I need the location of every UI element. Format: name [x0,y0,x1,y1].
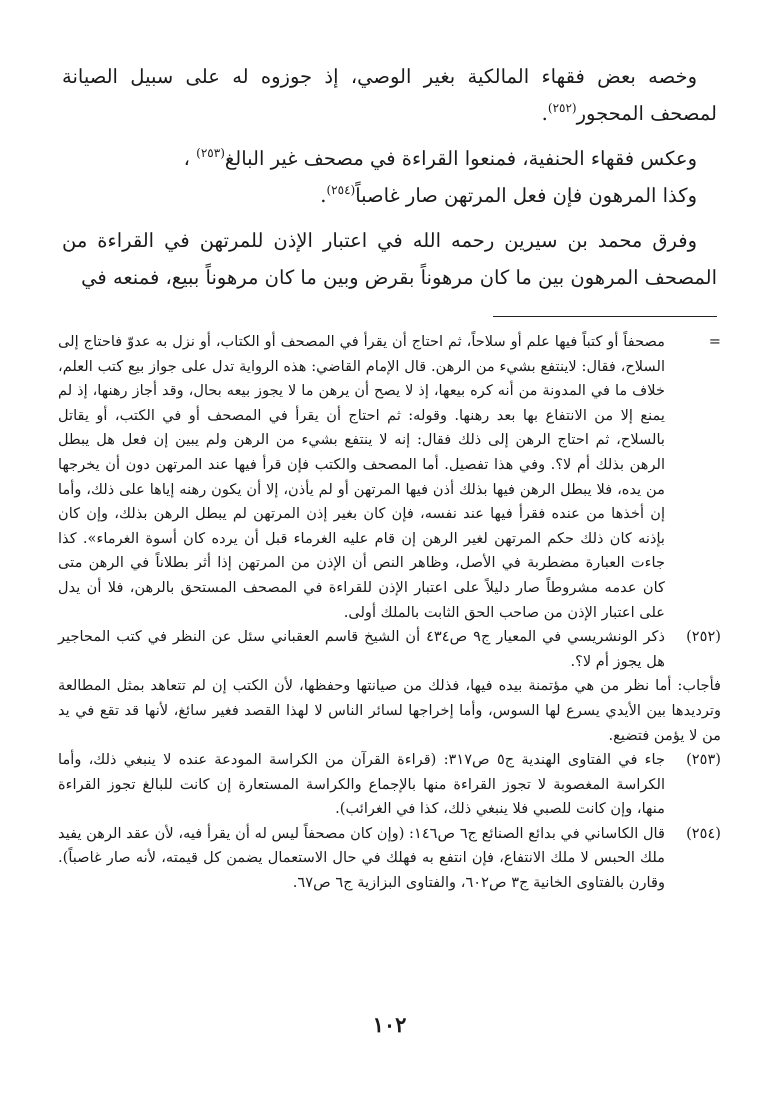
footnote-ref-252[interactable]: (٢٥٢) [547,101,577,115]
footnote-marker: (٢٥٢) [686,628,721,646]
footnote-ref-254[interactable]: (٢٥٤) [326,183,356,197]
footnote-252 [58,625,721,674]
footnote-text: ذكر الونشريسي في المعيار ج٩ ص٤٣٤ أن الشيخ قاسم العقباني سئل عن النظر في كتب المحاجير هل يجوز أم لا؟. [58,628,665,670]
footnote-text: فأجاب: أما نظر من هي مؤتمنة بيده فيها، فذلك من صيانتها وحفظها، لأن الكتب إن لم تتعاهد بمثل المطالعة وترديدها بين الأيدي يسرع لها السوس، وأما إخراجها لسائر الناس لا لهذا القصد فغير سائغ، لأنها قد تقع في يد من لا يؤمن فتضيع. [58,677,721,744]
paragraph-1-end: . [541,102,548,125]
footnote-marker: (٢٥٣) [686,751,721,769]
footnote-ref-253[interactable]: (٢٥٣) [196,146,225,160]
paragraph-3-text: وكذا المرهون فإن فعل المرتهن صار غاصباً [355,184,697,207]
footnotes [58,330,721,896]
paragraph-2 [62,140,717,177]
footnote-continued [58,330,721,625]
footnote-text: قال الكاساني في بدائع الصنائع ج٦ ص١٤٦: (وإن كان مصحفاً ليس له أن يقرأ فيه، لأن عقد الرهن يفيد ملك الحبس لا ملك الانتفاع، فإن انتفع به فهلك في حال الاستعمال يضمن كل قيمته، لأنه صار غاصباً). وقارن بالفتاوى الخانية ج٣ ص٦٠٢، والفتاوى البزازية ج٦ ص٦٧. [58,824,665,892]
footnote-254 [58,822,721,896]
paragraph-1-text: وخصه بعض فقهاء المالكية بغير الوصي، إذ جوزوه له على سبيل الصيانة لمصحف المحجور [62,65,717,125]
paragraph-3 [62,177,717,214]
footnote-253 [58,748,721,822]
paragraph-4: وفرق محمد بن سيرين رحمه الله في اعتبار الإذن للمرتهن في القراءة من المصحف المرهون بين ما كان مرهوناً بقرض وبين ما كان مرهوناً ببيع، فمنعه في [62,229,717,289]
paragraph-3-end: . [320,184,327,207]
footnote-separator [493,316,717,317]
paragraph-2-end: ، [183,147,197,170]
footnote-marker: = [708,333,721,350]
footnote-text: مصحفاً أو كتباً فيها علم أو سلاحاً، ثم احتاج أن يقرأ في المصحف أو الكتاب، أو نزل به عدوّ فاحتاج إلى السلاح، فقال: لاينتفع بشيء من الرهن. قال الإمام القاضي: هذه الرواية تدل على جواز بيع كتب العلم، خلاف ما في المدونة من أنه كره بيعها، إذ لا يصح أن يرهن ما لا يجوز بيعه بحال، وقد أجاز رهنها، إذ لم يمنع إلا من الانتفاع بها بعد رهنها. وقوله: ثم احتاج أن يقرأ في المصحف أو في الكتب، أو يقاتل بالسلاح، ثم احتاج الرهن إلى ذلك فقال: إنه لا ينتفع بشيء من الرهن ولم يبين إن فعل هل يبطل الرهن بذلك أم لا؟. وفي هذا تفصيل. أما المصحف والكتب فإن قرأ فيها عند المرتهن دون أن يخرجها من يده، فلا يبطل الرهن فيها بذلك أذن فيها المرتهن أو لم يأذن، إلا أن يكون رهنه إياها على ذلك، وأما إن أخذها من عنده فقرأ فيها عند نفسه، فإن كان بغير إذن المرتهن لم يبطل الرهن بذلك، وإن كان بإذنه كان ذلك حكم المرتهن لغير الرهن إن قام عليه الغرماء قبل أن يرده كان أسوة الغرماء». كذا جاءت العبارة مضطربة في الأصل، وظاهر النص أن الإذن من المرتهن إذا أثر بطلاناً في الرهن متى كان عدمه مشروطاً صار دليلاً على اعتبار الإذن للقراءة في المصحف المستحق بالرهن، فلا أن يدل على اعتبار الإذن من صاحب الحق الثابت بالملك أولى. [58,333,665,621]
footnote-252-answer [58,674,721,748]
footnote-marker: (٢٥٤) [686,824,721,842]
main-text [62,58,717,296]
paragraph-2-text: وعكس فقهاء الحنفية، فمنعوا القراءة في مصحف غير البالغ [224,147,697,170]
paragraph-1 [62,58,717,132]
footnote-text: جاء في الفتاوى الهندية ج٥ ص٣١٧: (قراءة القرآن من الكراسة المودعة عنده لا ينبغي ذلك، وأما الكراسة المغصوبة لا تجوز القراءة منها بالإجماع والكراسة المستعارة إن كانت للبالغ تجوز القراءة منها، وإن كانت للصبي فلا ينبغي ذلك، كذا في الغرائب). [58,751,665,818]
page-number: ١٠٢ [372,1012,407,1037]
